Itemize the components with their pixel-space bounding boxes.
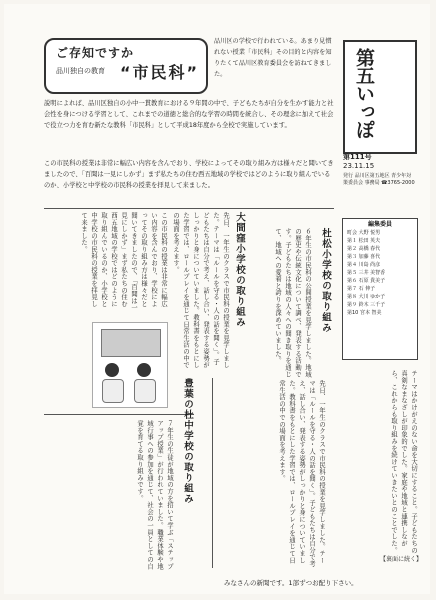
committee-member: 第６ 石原 貴美子 [347,278,386,284]
feature-callout [44,38,208,94]
committee-member: 第７ 石 伸子 [347,286,376,292]
section-divider [44,208,334,209]
issue-date: 23.11.15 [343,162,375,170]
callout-title: ご存知ですか [56,46,135,60]
committee-member: 第８ 大川 ゆか子 [347,294,386,300]
publisher-info: 発行 品川区第五地区 青少年対策委員会 事務局 ☎3765-2000 [343,173,415,186]
committee-member: 第２ 高橋 春代 [347,246,381,252]
committee-member: 町会 大野 悦男 [347,230,381,236]
committee-member: 第４ 川島 尚彦 [347,262,381,268]
student-head-icon [105,363,119,377]
committee-member: 第１ 松田 英夫 [347,238,381,244]
committee-member: 第９ 鈴木 三千子 [347,302,386,308]
body-paragraph-1: 説明によれば、品川区独自の小中一貫教育における９年間の中で、子どもたちが自分を生かす能力と社会性を身につける学習として、これまでの道徳と総合的な学習の時間を統合し、その理念に加えて社会で役立つ力を育む新たな教科「市民科」として平成18年度から全校で実施しています。 [44,100,334,129]
section-a-text: 先日、一年生のクラスで市民科の授業を見学しました。テーマは「ルールを守る・人の話を聞く」。子どもたちは自分で考え、話し合い、発表する姿勢がしっかりと身についていました。教科書をもとにした学習では、ロールプレイを通じて日常生活の中での場面を考えます。 [172,212,229,369]
section-a-text-cont: この市民科の授業は非常に幅広い内容を含んでおり、学校によってその取り組み方は様々だと聞いてきましたので、「百聞は一見にしかず」まず私たちの住む西五地域の学校ではどのように取り組んでいるのか、小学校と中学校の市民科の授業を拝見して来ました。 [80,212,167,311]
committee-member: 第３ 加藤 喜代 [347,254,381,260]
column-divider [212,378,213,568]
committee-member: 第10 宮本 智美 [347,310,382,316]
callout-subtitle: 品川独自の教育 [56,67,105,75]
classroom-illustration [92,322,168,408]
continued-note: 【裏面に続く】 [380,556,423,563]
editorial-committee [342,218,418,360]
section-c-text-cont: 先日、一年生のクラスで市民科の授業を見学しました。テーマは「ルールを守る・人の話を聞く」。子どもたちは自分で考え、話し合い、発表する姿勢がしっかりと身についていました。教科書をもとにした学習では、ロールプレイを通じて日常生活の中での場面を考えます。 [278,380,325,568]
issue-number: 第111号 [343,153,372,161]
section-c-text: ６年生の市民科の公開授業を見学しました。地域の歴史や伝統文化について調べ、発表する活動です。子どもたちは地域の人々への聞き取りを通じて、地域への愛着と誇りを深めていました。 [274,228,311,378]
section-a-heading: 大間窪小学校の取り組み [234,212,245,328]
section-c-heading: 杜松小学校の取り組み [320,228,331,333]
section-b-heading: 豊葉の杜中学校の取り組み [182,378,193,504]
masthead [343,40,417,154]
committee-member: 第５ 三井 美智香 [347,270,386,276]
section-b-text: ７年生の生徒が地域の方を招いて学ぶ「ステップアップ授業」が行われていました。職業体験や地域行事への参加を通じて、社会の一員としての自覚を育てる取り組みです。 [136,420,173,570]
section-d-text: テーマはかけがえのない命を大切にすること。子どもたちの真剣なまなざしが印象的でした。家庭や地域と連携しながら、これからも取り組みを続けていきたいとのことでした。 [390,370,417,554]
footer-note: みなさんの新聞です。1部ずつお配り下さい。 [224,579,358,587]
intro-text: 品川区の学校で行われている。あまり見慣れない授業「市民科」その目的と内容を知りたくて品川区教育委員会を訪ねてきました。 [214,38,332,78]
student-head-icon [137,363,151,377]
body-paragraph-2: この市民科の授業は非常に幅広い内容を含んでおり、学校によってその取り組み方は様々だと聞いてきましたので、「百聞は一見にしかず」まず私たちの住む西五地域の学校ではどのように取り組んでいるのか、小学校と中学校の市民科の授業を拝見して来ました。 [44,160,334,189]
section-divider [44,414,194,415]
blackboard-icon [101,329,161,357]
callout-subject: “ 市民科 ” [120,60,199,83]
student-body-icon [134,379,156,403]
student-body-icon [102,379,124,403]
committee-heading: 編集委員 [367,221,392,228]
masthead-title: 第五いっぽ [353,48,375,138]
